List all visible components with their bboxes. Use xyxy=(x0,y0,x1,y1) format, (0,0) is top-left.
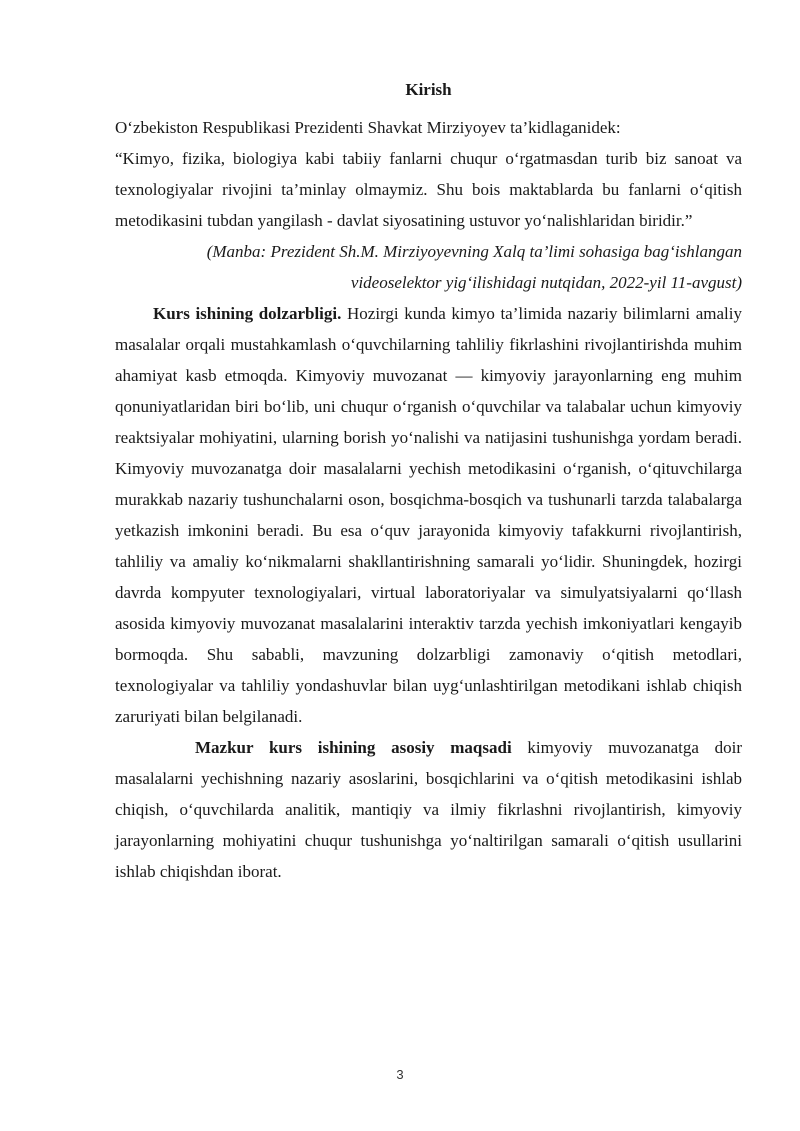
quote-source-line-1: (Manba: Prezident Sh.M. Mirziyoyevning Xalq ta’limi sohasiga bag‘ishlangan xyxy=(206,242,742,261)
quote-source-line-2: videoselektor yig‘ilishidagi nutqidan, 2022-yil 11-avgust) xyxy=(350,273,742,292)
goal-heading: Mazkur kurs ishining asosiy maqsadi xyxy=(195,738,512,757)
intro-line: O‘zbekiston Respublikasi Prezidenti Shavkat Mirziyoyev ta’kidlaganidek: xyxy=(115,118,621,137)
president-quote: “Kimyo, fizika, biologiya kabi tabiiy fanlarni chuqur o‘rgatmasdan turib biz sanoat va texnologiyalar rivojini ta’minlay olmaymiz. Shu bois maktablarda bu fanlarni o‘qitish metodikasini tubdan yangilash - davlat siyosatining ustuvor yo‘nalishlaridan biridir.” xyxy=(115,149,742,230)
section-title: Kirish xyxy=(405,80,452,99)
relevance-paragraph xyxy=(115,298,742,732)
page-content xyxy=(115,74,742,887)
goal-text: kimyoviy muvozanatga doir masalalarni yechishning nazariy asoslarini, bosqichlarini va o‘qitish metodikasini ishlab chiqish, o‘quvchilarda analitik, mantiqiy va ilmiy fikrlashni rivojlantirish, kimyoviy jarayonlarning mohiyatini chuqur tushunishga yo‘naltirilgan samarali o‘qitish usullarini ishlab chiqishdan iborat. xyxy=(115,738,742,881)
page-number: 3 xyxy=(396,1067,404,1082)
goal-paragraph xyxy=(115,732,742,887)
relevance-text: Hozirgi kunda kimyo ta’limida nazariy bilimlarni amaliy masalalar orqali mustahkamlash o‘quvchilarning tahliliy fikrlashini rivojlantirishda muhim ahamiyat kasb etmoqda. Kimyoviy muvozanat — kimyoviy jarayonlarning eng muhim qonuniyatlaridan biri bo‘lib, uni chuqur o‘rganish o‘quvchilar va talabalar uchun kimyoviy reaktsiyalar mohiyatini, ularning borish yo‘nalishi va natijasini tushunishga yordam beradi. Kimyoviy muvozanatga doir masalalarni yechish metodikasini o‘rganish, o‘qituvchilarga murakkab nazariy tushunchalarni oson, bosqichma-bosqich va tushunarli tarzda talabalarga yetkazish imkonini beradi. Bu esa o‘quv jarayonida kimyoviy tafakkurni rivojlantirish, tahliliy va amaliy ko‘nikmalarni shakllantirishning samarali yo‘lidir. Shuningdek, hozirgi davrda kompyuter texnologiyalari, virtual laboratoriyalar va simulyatsiyalarni qo‘llash asosida kimyoviy muvozanat masalalarini interaktiv tarzda yechish imkoniyatlari kengayib bormoqda. Shu sababli, mavzuning dolzarbligi zamonaviy o‘qitish metodlari, texnologiyalar va tahliliy yondashuvlar bilan uyg‘unlashtirilgan metodikani ishlab chiqish zaruriyati bilan belgilanadi. xyxy=(115,304,742,726)
relevance-heading: Kurs ishining dolzarbligi. xyxy=(153,304,342,323)
